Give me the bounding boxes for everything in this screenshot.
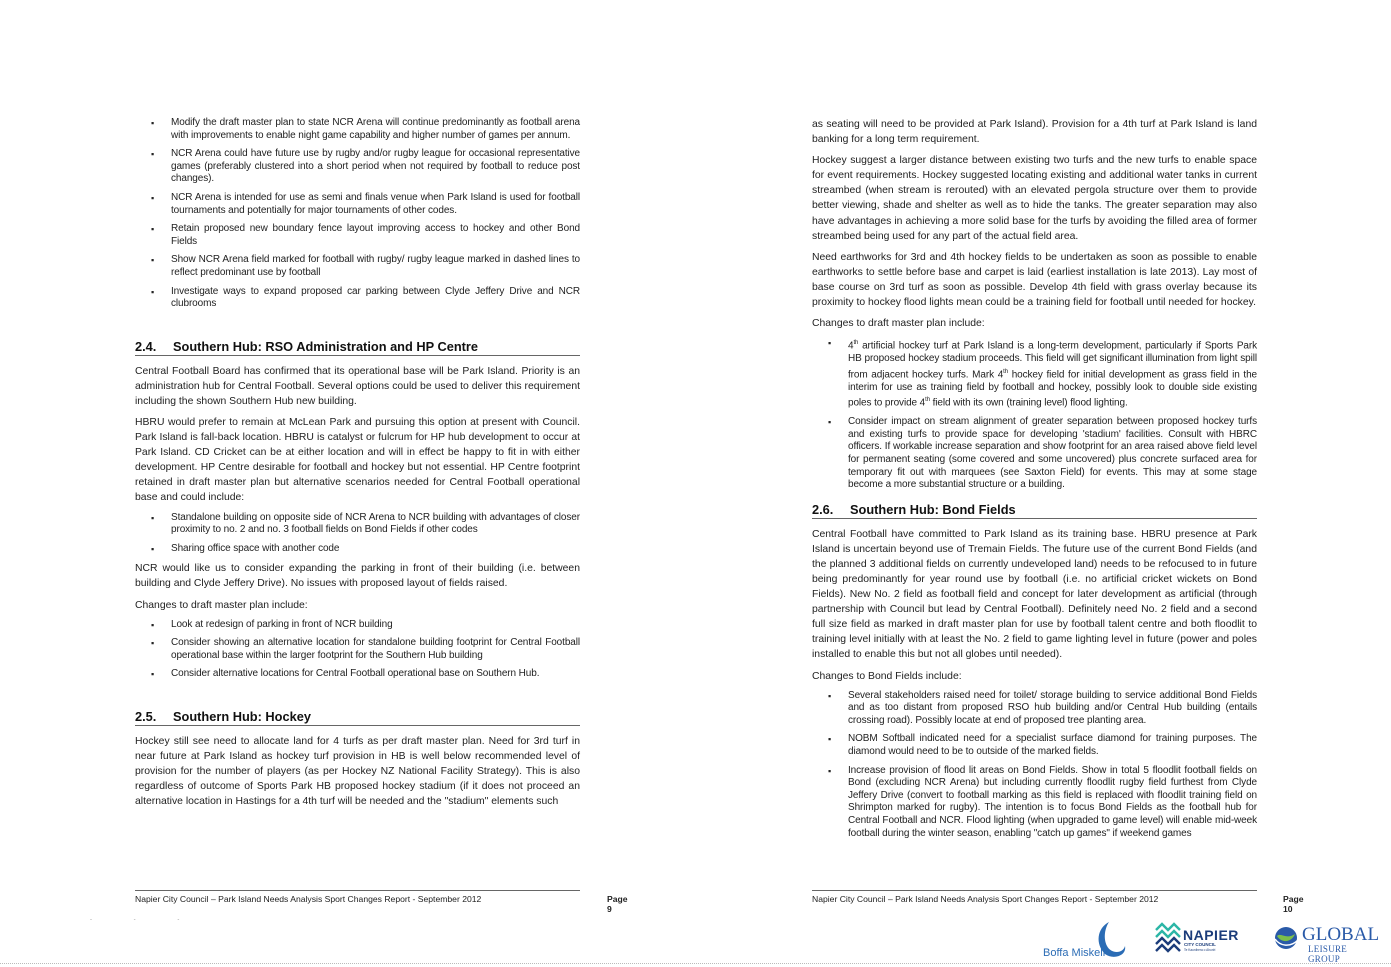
list-item: ▪ Consider impact on stream alignment of greater separation between proposed hockey turfs and existing turfs to provide space for developing 'stadium' facilities. Consult with HBRC officers. If workable increase separation and show footprint for an area raised above field level for permanent seating (some covered and some uncovered) plus concrete surfaced area for temporary fit out with marquees (see Saxton Field) for events. This may at some stage become a more substantial structure or a building.	[812, 416, 1257, 492]
paragraph: Hockey still see need to allocate land for 4 turfs as per draft master plan. Need for 3rd turf in near future at Park Island as hockey turf provision in HB is well below recommended level of provision for the number of players (as per Hockey NZ National Facility Strategy). This is also regardless of outcome of Sports Park HB proposed hockey stadium (if it does not proceed an alternative location in Hastings for a 4th turf will be needed and the "stadium" elements such	[135, 736, 580, 808]
bullet-list-ncr-arena	[135, 117, 580, 311]
paragraph: as seating will need to be provided at Park Island). Provision for a 4th turf at Park Island is land banking for a long term requirement.	[812, 119, 1257, 146]
napier-city-council-logo	[1153, 918, 1243, 962]
paragraph: NCR would like us to consider expanding the parking in front of their building (i.e. between building and Clyde Jeffery Drive). No issues with proposed layout of fields raised.	[135, 563, 580, 590]
paragraph: HBRU would prefer to remain at McLean Park and pursuing this option at present with Council. Park Island is fall-back location. HBRU is catalyst or fulcrum for HP hub development to occur at Park Island. CD Cricket can be at either location and will in effect be happy to fit in with either development. HP Centre desirable for football and hockey but not essential. HP Centre footprint retained in draft master plan but alternative scenarios needed for Central Football operational base and could include:	[135, 417, 580, 504]
list-item: ▪ Show NCR Arena field marked for football with rugby/ rugby league marked in dashed lines to reflect predominant use by football	[135, 254, 580, 279]
text-run: field with its own (training level) flood lighting.	[929, 397, 1128, 409]
bottom-dotted-line	[0, 963, 1391, 964]
page-9-column	[135, 117, 580, 815]
section-heading-2-6	[812, 502, 1257, 519]
paragraph: Changes to draft master plan include:	[812, 318, 985, 330]
paragraph: Need earthworks for 3rd and 4th hockey fields to be undertaken as soon as possible to enable earthworks to settle before base and carpet is laid (earliest installation is late 2013). Lay most of base course on 3rd turf as soon as possible. Develop 4th field with grass overlay because its proximity to hockey flood lights mean could be a training field for football until needed for hockey.	[812, 251, 1257, 309]
paragraph: Hockey suggest a larger distance between existing two turfs and the new turfs to enable space for event requirements. Hockey suggested locating existing and additional water tanks in current streambed (when stream is rerouted) with an elevated pergola structure over them to provide better viewing, shade and shelter as well as to hide the tanks. The greater separation may also have advantages in achieving a more solid base for the turfs by avoiding the filled area of former streambed being used for any part of the actual field area.	[812, 155, 1257, 242]
section-number: 2.5.	[135, 709, 157, 724]
paragraph: Changes to draft master plan include:	[135, 599, 308, 611]
footer-page-9	[135, 890, 628, 914]
list-item: ▪ Increase provision of flood lit areas on Bond Fields. Show in total 5 floodlit football fields on Bond (excluding NCR Arena) but including currently floodlit rugby field furthest from Clyde Jeffery Drive (convert to football marking as this field is replaced with floodlit training field on Shrimpton marked for rugby). The intention is to focus Bond Fields as the football hub for Central Football and NCR. Flood lighting (when upgraded to game level) will enable mid-week football during the winter season, enabling "catch up games" if weekend games	[812, 765, 1257, 841]
napier-logo-maori-text: Te Kaunihera o Ahuriri	[1184, 948, 1216, 952]
global-logo-subtext: LEISURE GROUP	[1308, 944, 1348, 964]
boffa-miskell-logo	[1043, 918, 1133, 962]
page-9	[135, 0, 580, 910]
text-run: hockey field for initial development as grass field in the interim for use as training field by football and hockey, possibly look to double side existing poles to provide 4	[848, 369, 1257, 409]
superscript: th	[853, 340, 859, 347]
list-item: ▪ Standalone building on opposite side of NCR Arena to NCR building with advantages of closer proximity to no. 2 and no. 3 football fields on Bond Fields if other codes	[135, 512, 580, 537]
list-item: ▪ NCR Arena could have future use by rugby and/or rugby league for occasional representative games (preferably clustered into a short period when not required by football to reduce post changes).	[135, 148, 580, 186]
list-item-4th-turf	[812, 337, 1257, 410]
globe-icon	[1272, 924, 1302, 954]
page-10-column	[812, 117, 1257, 846]
text-run: 4	[848, 340, 854, 352]
section-title: Southern Hub: Hockey	[173, 709, 311, 724]
global-leisure-group-logo	[1270, 918, 1380, 962]
section-number: 2.6.	[812, 501, 834, 517]
section-title: Southern Hub: RSO Administration and HP Centre	[173, 338, 479, 354]
section-heading-2-4	[135, 339, 580, 356]
paragraph: Central Football Board has confirmed that its operational base will be Park Island. Priority is an administration hub for Central Football. Several options could be used to deliver this requirement including the shown Southern Hub new building.	[135, 365, 580, 407]
paragraph: Changes to Bond Fields include:	[812, 670, 962, 682]
list-item: ▪ NCR Arena is intended for use as semi and finals venue when Park Island is used for football tournaments and potentially for major tournaments of other codes.	[135, 192, 580, 217]
section-number: 2.4.	[135, 338, 157, 354]
napier-wave-icon	[1153, 920, 1183, 960]
footer-report-title: Napier City Council – Park Island Needs Analysis Sport Changes Report - September 2012	[812, 894, 1159, 904]
footer-page-10	[812, 890, 1304, 914]
list-item: ▪ Retain proposed new boundary fence layout improving access to hockey and other Bond Fields	[135, 223, 580, 248]
list-item: ▪ NOBM Softball indicated need for a specialist surface diamond for training purposes. The diamond would need to be to outside of the marked fields.	[812, 733, 1257, 758]
superscript: th	[1003, 368, 1008, 375]
bullet-list-changes	[135, 619, 580, 681]
bullet-list-options	[135, 512, 580, 556]
bullet-list-bond-changes	[812, 690, 1257, 841]
page-10	[812, 0, 1257, 910]
bullet-list-hockey-changes	[812, 337, 1257, 492]
superscript: th	[925, 397, 930, 404]
section-heading-2-5	[135, 709, 580, 726]
section-title: Southern Hub: Bond Fields	[850, 501, 1016, 517]
boffa-logo-text: Boffa Miskell	[1043, 947, 1106, 959]
napier-logo-subtext: CITY COUNCIL	[1184, 942, 1216, 947]
page-number: Page 9	[607, 894, 628, 914]
list-item: ▪ Consider alternative locations for Central Football operational base on Southern Hub.	[135, 668, 580, 681]
list-item: ▪ Sharing office space with another code	[135, 543, 580, 556]
list-item: ▪ Investigate ways to expand proposed car parking between Clyde Jeffery Drive and NCR clubrooms	[135, 286, 580, 311]
list-item: ▪ Consider showing an alternative location for standalone building footprint for Central Football operational base within the larger footprint for the Southern Hub building	[135, 637, 580, 662]
global-logo-text: GLOBAL	[1302, 924, 1380, 945]
paragraph: Central Football have committed to Park Island as its training base. HBRU presence at Park Island is uncertain beyond use of Tremain Fields. The future use of the current Bond Fields (and the planned 3 additional fields on currently undeveloped land) needs to be refocused to in future being predominantly for year round use by football (i.e. no artificial cricket wickets on Bond Fields). New No. 2 field as football field and concept for later development as artificial (through partnership with Council but lead by Central Football). Definitely need No. 2 field and a second full size field as marked in draft master plan for use by football talent centre and both floodlit to training level initially with at least the No. 2 field to game lighting level in future (power and poles installed to enable this but not all globes until needed).	[812, 528, 1257, 661]
list-item: ▪ Look at redesign of parking in front of NCR building	[135, 619, 580, 632]
faint-marks: - - -	[90, 917, 200, 923]
napier-logo-text: NAPIER	[1183, 927, 1239, 943]
list-item: ▪ Several stakeholders raised need for toilet/ storage building to service additional Bond Fields and as too distant from proposed RSO hub building and/or Central Hub building (entails crossing road). Possibly locate at end of proposed tree planting area.	[812, 690, 1257, 728]
page-number: Page 10	[1283, 894, 1304, 914]
footer-report-title: Napier City Council – Park Island Needs Analysis Sport Changes Report - September 2012	[135, 894, 482, 904]
text-run: artificial hockey turf at Park Island is a long-term development, particularly if Sports Park HB proposed hockey stadium proceeds. This field will get significant illumination from light spill from adjacent hockey turfs. Mark 4	[848, 340, 1257, 381]
list-item: ▪ Modify the draft master plan to state NCR Arena will continue predominantly as football arena with improvements to enable night game capability and higher number of games per annum.	[135, 117, 580, 142]
